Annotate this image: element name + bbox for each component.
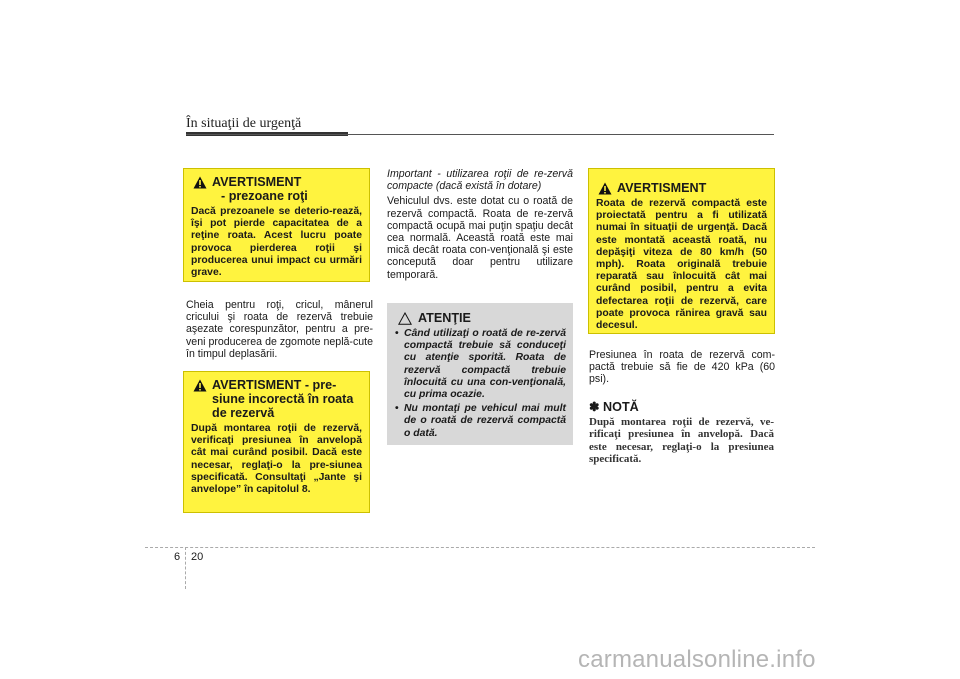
important-body: Vehiculul dvs. este dotat cu o roată de rezervă compactă. Roata de re-zervă compactă ocupă mai puţin spaţiu decât cea normală. Această roată este mai mică decât roata con-venţională şi este concepută doar pentru utilizare temporară. <box>387 195 573 281</box>
warning-body: Roata de rezervă compactă este proiectată pentru a fi utilizată numai în situaţii de urgenţă. Dacă este montată această roată, nu depăşiţi viteza de 80 km/h (50 mph). Roata originală trebuie reparată sau înlocuită cât mai curând posibil, pentru a evita defectarea roţii de rezervă, care poate provoca rănirea gravă sau decesul. <box>596 198 767 332</box>
caution-item: • Nu montaţi pe vehicul mai mult de o roată de rezervă compactă o dată. <box>394 403 566 440</box>
page-number: 20 <box>191 551 204 563</box>
paragraph-text: Presiunea în roata de rezervă com-pactă trebuie să fie de 420 kPa (60 psi). <box>589 349 775 386</box>
footer-rule <box>145 547 815 548</box>
important-heading: Important - utilizarea roţii de re-zervă compacte (dacă există în dotare) <box>387 168 573 193</box>
warning-body: După montarea roţii de rezervă, verificaţi presiunea în anvelopă cât mai curând posibil. Dacă este necesar, reglaţi-o la pre-siunea specificată. Consultaţi „Jante şi anvelope” în capitolul 8. <box>191 423 362 496</box>
storage-paragraph <box>186 299 373 360</box>
note-body: După montarea roţii de rezervă, ve-rificaţi presiunea în anvelopă. Dacă este necesar, reglaţi-o la presiunea specificată. <box>589 416 774 466</box>
warning-triangle-icon <box>598 182 612 195</box>
warning-box-spare-pressure <box>183 371 370 513</box>
caution-title: ATENŢIE <box>418 311 471 325</box>
page-header-title: În situaţii de urgenţă <box>186 116 302 131</box>
footer-divider <box>185 547 186 589</box>
warning-triangle-icon <box>193 176 207 189</box>
warning-box-wheel-nuts <box>183 168 370 282</box>
warning-title: AVERTISMENT - pre- <box>212 378 337 392</box>
caution-item: • Când utilizaţi o roată de re-zervă compactă trebuie să conduceţi cu atenţie sporită. Roata de rezervă compactă trebuie înlocuită cu una con-venţională, cu prima ocazie. <box>394 328 566 401</box>
warning-triangle-icon <box>193 379 207 392</box>
watermark-text: carmanualsonline.info <box>578 646 816 673</box>
caution-triangle-icon <box>398 312 412 325</box>
warning-subtitle: - prezoane roţi <box>221 189 308 203</box>
pressure-paragraph <box>589 349 775 386</box>
caution-list <box>394 328 566 440</box>
warning-body: Dacă prezoanele se deterio-rează, îşi pot pierde capacitatea de a reţine roata. Acest lucru poate provoca pierderea roţii şi producerea unui impact cu urmări grave. <box>191 206 362 279</box>
header-rule <box>186 134 774 135</box>
warning-title: AVERTISMENT <box>212 175 302 189</box>
chapter-number: 6 <box>174 551 181 563</box>
warning-title: AVERTISMENT <box>617 181 707 195</box>
important-section <box>387 168 573 281</box>
paragraph-text: Cheia pentru roţi, cricul, mânerul cricului şi roata de rezervă trebuie aşezate corespunzător, pentru a pre-veni producerea de zgomote neplă-cute în timpul deplasării. <box>186 299 373 360</box>
warning-title-line2: siune incorectă în roata <box>212 392 354 406</box>
caution-box <box>387 303 573 445</box>
warning-box-compact-spare <box>588 168 775 334</box>
note-title: ✽ NOTĂ <box>589 400 639 414</box>
warning-title-line3: de rezervă <box>212 406 275 420</box>
